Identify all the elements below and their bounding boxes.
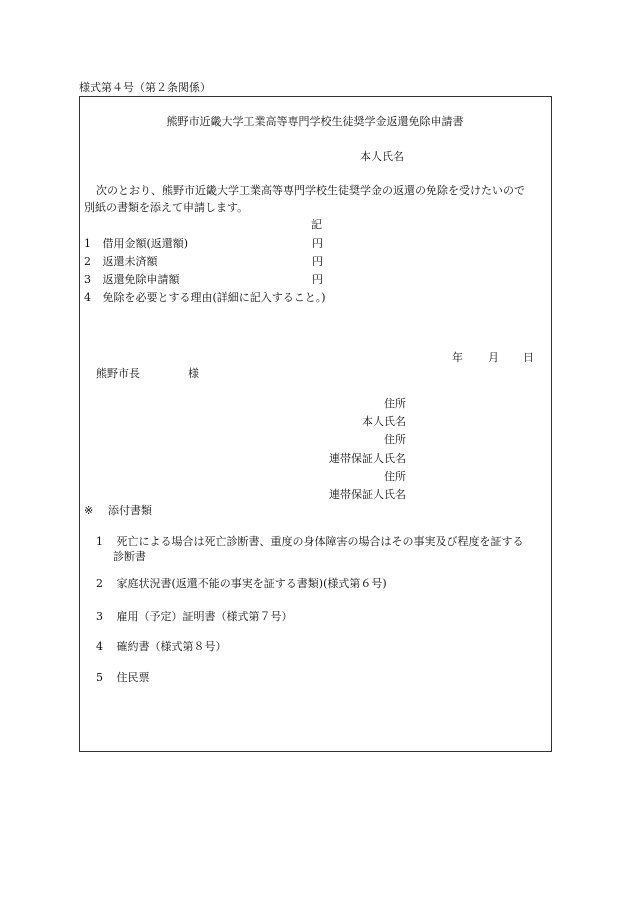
guarantor2-address: 住所 — [384, 470, 406, 483]
item-number: 1 — [84, 237, 91, 250]
form-title: 熊野市近畿大学工業高等専門学校生徒奨学金返還免除申請書 — [166, 115, 464, 128]
item-row-1 — [84, 238, 188, 249]
date-year: 年 — [452, 351, 463, 364]
attachments-mark: ※ — [84, 504, 94, 517]
item-label: 返還未済額 — [102, 255, 158, 268]
attachment-item-3 — [96, 611, 293, 622]
attachment-text: 雇用（予定）証明書（様式第７号） — [116, 610, 293, 623]
item-row-3 — [84, 274, 180, 285]
addressee: 熊野市長 — [96, 367, 140, 380]
item-label: 借用金額(返還額) — [102, 237, 189, 250]
attachment-text: 死亡による場合は死亡診断書、重度の身体障害の場合はその事実及び程度を証する — [116, 535, 524, 548]
attachment-item-4 — [96, 641, 227, 652]
attachment-item-2 — [96, 578, 387, 589]
item-label: 免除を必要とする理由(詳細に記入すること。) — [102, 291, 326, 304]
attachment-item-1-line2: 診断書 — [113, 550, 146, 563]
item-row-4 — [84, 292, 326, 303]
addressee-honorific: 様 — [188, 367, 199, 380]
guarantor1-name: 連帯保証人氏名 — [329, 452, 406, 465]
form-number: 様式第４号（第２条関係） — [79, 81, 211, 94]
guarantor1-address: 住所 — [384, 433, 406, 446]
attachment-number: 4 — [96, 640, 103, 653]
item-unit-3: 円 — [312, 273, 323, 286]
body-text-line1: 次のとおり、熊野市近畿大学工業高等専門学校生徒奨学金の返還の免除を受けたいので — [96, 184, 525, 197]
signer-name: 本人氏名 — [362, 415, 406, 428]
attachment-item-5 — [96, 672, 150, 683]
item-number: 4 — [84, 291, 91, 304]
attachment-item-1 — [96, 536, 524, 547]
date-month: 月 — [488, 351, 499, 364]
attachment-text: 住民票 — [116, 671, 150, 684]
item-label: 返還免除申請額 — [102, 273, 180, 286]
item-unit-2: 円 — [312, 255, 323, 268]
attachment-number: 5 — [96, 671, 103, 684]
signer-address: 住所 — [384, 397, 406, 410]
attachment-text: 家庭状況書(返還不能の事実を証する書類)(様式第６号) — [116, 577, 387, 590]
applicant-name-label: 本人氏名 — [360, 150, 404, 163]
attachment-number: 2 — [96, 577, 103, 590]
body-text-line2: 別紙の書類を添えて申請します。 — [84, 201, 249, 214]
attachments-title: 添付書類 — [108, 504, 152, 517]
attachment-number: 1 — [96, 535, 103, 548]
item-row-2 — [84, 256, 158, 267]
date-day: 日 — [523, 351, 534, 364]
attachment-number: 3 — [96, 610, 103, 623]
ki-label: 記 — [311, 218, 322, 231]
item-number: 3 — [84, 273, 91, 286]
item-unit-1: 円 — [312, 237, 323, 250]
item-number: 2 — [84, 255, 91, 268]
guarantor2-name: 連帯保証人氏名 — [329, 488, 406, 501]
attachment-text: 確約書（様式第８号） — [116, 640, 227, 653]
